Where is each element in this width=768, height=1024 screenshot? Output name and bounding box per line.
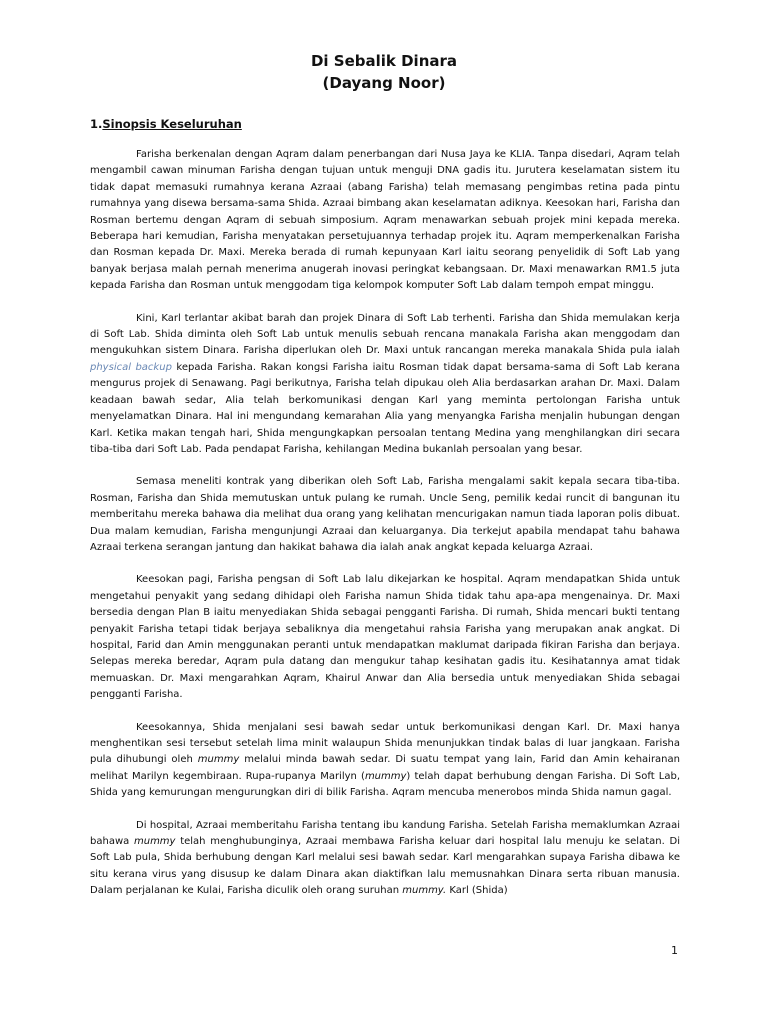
paragraph-5-part-c: ) telah dapat berhubung dengan Farisha. Di Soft Lab, Shida yang kemurungan mengurungkan diri di bilik Farisha. Aqram mencuba menerobos minda Shida namun gagal. (90, 770, 681, 799)
paragraph-6-part-a: Di hospital, Azraai memberitahu Farisha tentang ibu kandung Farisha. Setelah Farisha memaklumkan Azraai bahawa (90, 819, 680, 848)
section-label: Sinopsis Keseluruhan (102, 117, 242, 131)
paragraph-5-part-b: melalui minda bawah sedar. Di suatu tempat yang lain, Farid dan Amin kehairanan melihat Marilyn kegembiraan. Rupa-rupanya Marilyn ( (90, 754, 680, 782)
section-heading (90, 116, 242, 132)
paragraph-6-part-c: Karl (Shida) (449, 885, 508, 897)
paragraph-5 (90, 720, 680, 802)
paragraph-4: Keesokan pagi, Farisha pengsan di Soft Lab lalu dikejarkan ke hospital. Aqram mendapatkan Shida untuk mengetahui penyakit yang sedang dihidapi oleh Farisha namun Shida tidak tahu apa-apa mengenainya. Dr. Maxi bersedia dengan Plan B iaitu menyediakan Shida sebagai pengganti Farisha. Di rumah, Shida mencari bukti tentang penyakit Farisha tetapi tidak berjaya sebaliknya dia mengetahui rahsia Farisha yang merupakan anak angkat. Di hospital, Farid dan Amin menggunakan peranti untuk mendapatkan maklumat daripada fikiran Farisha dan berjaya. Selepas mereka beredar, Aqram pula datang dan mengukur tahap kesihatan gadis itu. Kesihatannya amat tidak memuaskan. Dr. Maxi mengarahkan Aqram, Khairul Anwar dan Alia bersedia untuk menyediakan Shida sebagai pengganti Farisha. (90, 574, 680, 701)
mummy-term: mummy (364, 770, 407, 782)
mummy-term: mummy (133, 836, 176, 848)
mummy-term: mummy (197, 754, 240, 766)
mummy-term: mummy. (402, 885, 447, 897)
paragraph-2-part-a: Kini, Karl terlantar akibat barah dan projek Dinara di Soft Lab terhenti. Farisha dan Shida memulakan kerja di Soft Lab. Shida diminta oleh Soft Lab untuk menulis sebuah rencana manakala Farisha akan menggodam dan mengukuhkan sistem Dinara. Farisha diperlukan oleh Dr. Maxi untuk rancangan mereka manakala Shida pula ialah (90, 312, 680, 357)
document-title: Di Sebalik Dinara (310, 52, 458, 70)
paragraph-2 (90, 311, 680, 459)
paragraph-6-part-b: telah menghubunginya, Azraai membawa Farisha keluar dari hospital lalu menuju ke selatan. Di Soft Lab pula, Shida berhubung dengan Karl melalui sesi bawah sedar. Karl mengarahkan supaya Farisha dibawa ke situ kerana virus yang disusup ke dalam Dinara akan diaktifkan lalu memusnahkan Dinara serta ribuan manusia. Dalam perjalanan ke Kulai, Farisha diculik oleh orang suruhan (90, 836, 680, 897)
document-author: (Dayang Noor) (322, 74, 446, 92)
section-number: 1. (90, 117, 103, 131)
page-number: 1 (671, 944, 678, 957)
document-body (90, 147, 680, 900)
paragraph-5-part-a: Keesokannya, Shida menjalani sesi bawah sedar untuk berkomunikasi dengan Karl. Dr. Maxi hanya menghentikan sesi tersebut setelah lima minit walaupun Shida menunjukkan tindak balas di luar jangkaan. Farisha pula dihubungi oleh (90, 721, 680, 766)
physical-backup-term: physical backup (90, 361, 172, 373)
paragraph-3: Semasa meneliti kontrak yang diberikan oleh Soft Lab, Farisha mengalami sakit kepala secara tiba-tiba. Rosman, Farisha dan Shida memutuskan untuk pulang ke rumah. Uncle Seng, pemilik kedai runcit di bangunan itu memberitahu mereka bahawa dia melihat dua orang yang kelihatan mencurigakan namun tiada laporan polis dibuat. Dua malam kemudian, Farisha mengunjungi Azraai dan keluarganya. Dia terkejut apabila mendapat tahu bahawa Azraai terkena serangan jantung dan hakikat bahawa dia ialah anak angkat kepada keluarga Azraai. (90, 476, 680, 553)
paragraph-2-part-b: kepada Farisha. Rakan kongsi Farisha iaitu Rosman tidak dapat bersama-sama di Soft Lab kerana mengurus projek di Senawang. Pagi berikutnya, Farisha telah dipukau oleh Alia berdasarkan arahan Dr. Maxi. Dalam keadaan bawah sedar, Alia telah berkomunikasi dengan Karl yang meminta pertolongan Farisha untuk menyelamatkan Dinara. Hal ini mengundang kemarahan Alia yang menyangka Farisha menjalin hubungan dengan Karl. Ketika makan tengah hari, Shida mengungkapkan persoalan tentang Medina yang menghilangkan diri secara tiba-tiba dari Soft Lab. Pada pendapat Farisha, kehilangan Medina bukanlah persoalan yang besar. (90, 361, 681, 455)
paragraph-6 (90, 818, 680, 900)
document-title-block (0, 50, 768, 94)
paragraph-1: Farisha berkenalan dengan Aqram dalam penerbangan dari Nusa Jaya ke KLIA. Tanpa disedari, Aqram telah mengambil cawan minuman Farisha dengan tujuan untuk menguji DNA gadis itu. Jurutera keselamatan sistem itu tidak dapat memasuki rumahnya kerana Azraai (abang Farisha) telah memasang pengimbas retina pada pintu rumahnya yang disewa bersama-sama Shida. Azraai bimbang akan keselamatan adiknya. Keesokan hari, Farisha dan Rosman bertemu dengan Aqram di sebuah simposium. Aqram menawarkan sebuah projek mini kepada mereka. Beberapa hari kemudian, Farisha menyatakan persetujuannya terhadap projek itu. Aqram memperkenalkan Farisha dan Rosman kepada Dr. Maxi. Mereka berada di rumah kepunyaan Karl iaitu seorang penyelidik di Soft Lab yang banyak berjasa malah pernah menerima anugerah inovasi peringkat kebangsaan. Dr. Maxi menawarkan RM1.5 juta kepada Farisha dan Rosman untuk menggodam tiga kelompok komputer Soft Lab dalam tempoh empat minggu. (90, 149, 680, 292)
